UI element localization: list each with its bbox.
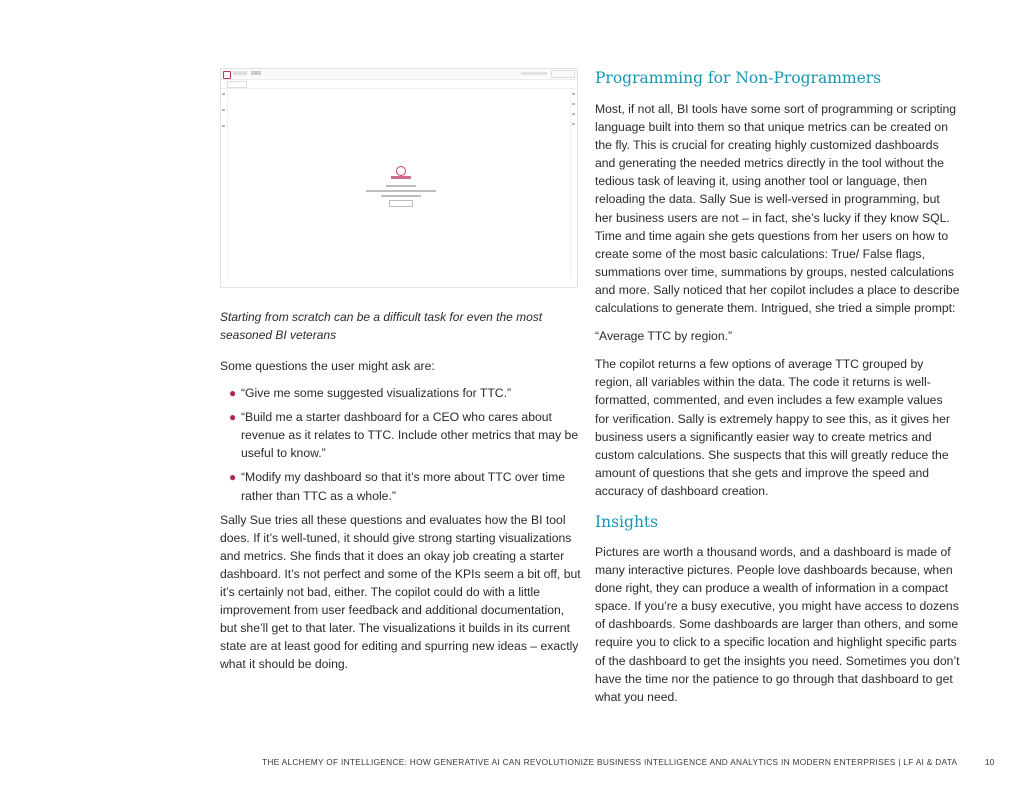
bullet-icon: ● bbox=[229, 386, 237, 401]
insights-paragraph: Pictures are worth a thousand words, and a dashboard is made of many interactive pictures. People love dashboards because, when done right, they can produce a wealth of information in a compact space. If you’re a busy executive, you might have access to dozens of dashboards. Some dashboards are larger than others, and some require you to click to a specific location and highlight specific parts of the dashboard to get the insights you need. Sometimes you don’t have the time nor the patience to go through that dashboard to get what you need. bbox=[595, 544, 960, 704]
section-heading-programming: Programming for Non-Programmers bbox=[595, 69, 882, 87]
questions-list bbox=[220, 384, 582, 505]
left-column bbox=[220, 68, 582, 674]
empty-state-button bbox=[389, 200, 413, 207]
empty-state-title bbox=[386, 185, 416, 187]
list-item: ● “Modify my dashboard so that it’s more about TTC over time rather than TTC as a whole.” bbox=[229, 470, 566, 503]
empty-state-text bbox=[381, 195, 421, 197]
app-secondary-bar bbox=[221, 80, 577, 89]
right-rail bbox=[570, 89, 577, 279]
programming-paragraph: Most, if not all, BI tools have some sort of programming or scripting language built into them so that unique metrics can be created on the fly. This is crucial for creating highly customized dashboards and generating the needed metrics directly in the tool without the tedious task of leaving it, using another tool or language, then reloading the data. Sally Sue is well-versed in programming, but her business users are not – in fact, she’s lucky if they know SQL. Time and time again she gets questions from her users on how to create some of the most basic calculations: True/ False flags, summations over time, summations by groups, nested calculations and more. Sally noticed that her copilot includes a place to describe calculations to generate them. Intrigued, she tried a simple prompt: bbox=[595, 102, 960, 316]
app-tab bbox=[251, 71, 261, 75]
right-column bbox=[595, 68, 960, 706]
empty-state-illustration-icon bbox=[391, 166, 411, 180]
list-item: ● “Give me some suggested visualizations for TTC.” bbox=[220, 384, 582, 402]
bullet-icon: ● bbox=[229, 470, 237, 485]
app-logo-icon bbox=[223, 71, 231, 79]
left-rail bbox=[221, 89, 228, 279]
app-topbar bbox=[221, 69, 577, 80]
page-footer: THE ALCHEMY OF INTELLIGENCE: HOW GENERATIVE AI CAN REVOLUTIONIZE BUSINESS INTELLIGENCE AND ANALYTICS IN MODERN ENTERPRISES | LF AI & DATA bbox=[262, 757, 958, 767]
list-item: ● “Build me a starter dashboard for a CEO who cares about revenue as it relates to TTC. Include other metrics that may be useful to know.” bbox=[229, 410, 579, 461]
prompt-quote: “Average TTC by region.” bbox=[595, 329, 733, 344]
bullet-icon: ● bbox=[229, 410, 237, 425]
empty-state bbox=[361, 166, 441, 207]
app-address-box bbox=[551, 70, 575, 78]
figure-caption: Starting from scratch can be a difficult task for even the most seasoned BI veterans bbox=[220, 310, 543, 342]
app-tab bbox=[233, 71, 247, 75]
empty-state-text bbox=[366, 190, 436, 192]
evaluation-paragraph: Sally Sue tries all these questions and evaluates how the BI tool does. If it’s well-tuned, it should give strong starting visualizations and metrics. She finds that it does an okay job creating a starter dashboard. It’s not perfect and some of the KPIs seem a bit off, but it’s certainly not bad, either. The copilot could do with a little improvement from user feedback and additional documentation, but she’ll get to that later. The visualizations it builds in its current state are at least good for editing and spurring new ideas – exactly what it should be doing. bbox=[220, 512, 581, 672]
page-number: 10 bbox=[985, 757, 995, 767]
section-heading-insights: Insights bbox=[595, 512, 659, 531]
questions-intro: Some questions the user might ask are: bbox=[220, 359, 435, 373]
copilot-paragraph: The copilot returns a few options of average TTC grouped by region, all variables within the data. The code it returns is well-formatted, commented, and even includes a few example values for verification. Sally is extremely happy to see this, as it gives her business users a significantly easier way to create metrics and custom calculations. She suspects that this will greatly reduce the amount of questions that she gets and improve the speed and accuracy of dashboard creation. bbox=[595, 357, 950, 498]
screenshot-figure bbox=[220, 68, 578, 288]
app-select bbox=[227, 81, 247, 88]
toolbar-icons bbox=[521, 72, 547, 75]
